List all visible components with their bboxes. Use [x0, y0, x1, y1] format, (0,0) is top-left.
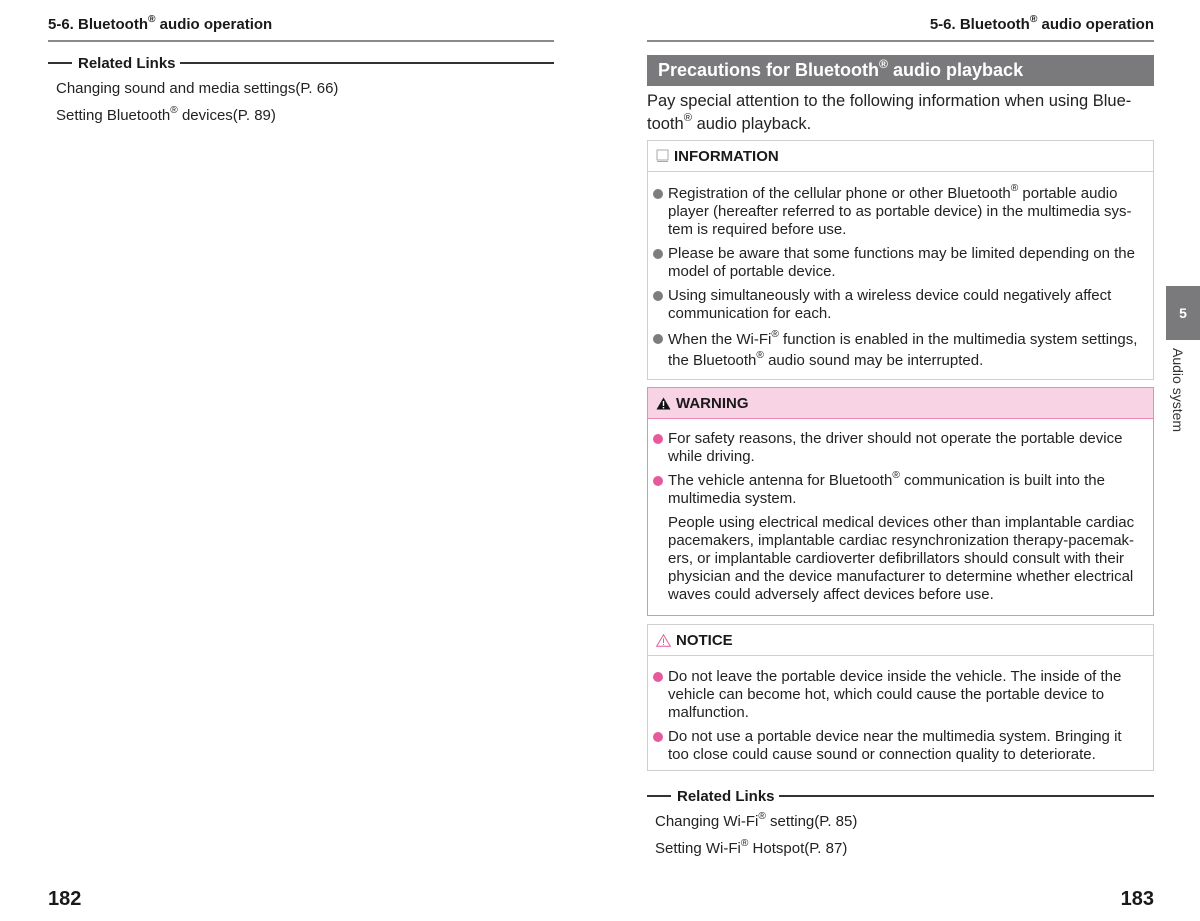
- warning-header: WARNING: [648, 388, 1153, 419]
- related-link[interactable]: Changing Wi-Fi® setting(P. 85): [655, 810, 858, 830]
- info-item: When the Wi-Fi® function is enabled in the multimedia system settings, the Bluetooth® audio sound may be interrupted.: [653, 329, 1141, 371]
- chapter-tab[interactable]: 5: [1166, 286, 1200, 340]
- related-link[interactable]: Setting Wi-Fi® Hotspot(P. 87): [655, 837, 848, 857]
- related-links: [647, 787, 1154, 862]
- warning-paragraph: People using electrical medical devices other than implantable cardiac pacemakers, implantable cardiac resynchronization therapy-pacemak-ers, or implantable cardioverter defibrillators should consult with their physician and the device manufacturer to determine whether electrical waves could adversely affect devices before use.: [668, 514, 1135, 603]
- information-box: [647, 140, 1154, 380]
- warning-triangle-outline-icon: [656, 634, 671, 647]
- notice-item: Do not leave the portable device inside the vehicle. The inside of the vehicle can become hot, which could cause the portable device to malfunction.: [653, 668, 1141, 722]
- page-number: 182: [48, 888, 82, 910]
- section-title: Precautions for Bluetooth® audio playback: [647, 55, 1154, 86]
- warning-item: For safety reasons, the driver should not operate the portable device while driving.: [653, 430, 1141, 466]
- intro-text: Pay special attention to the following information when using Blue-tooth® audio playback.: [647, 92, 1132, 133]
- notice-item: Do not use a portable device near the multimedia system. Bringing it too close could cause sound or connection quality to deteriorate.: [653, 728, 1141, 764]
- left-page: [48, 0, 554, 921]
- warning-box: [647, 387, 1154, 616]
- warning-triangle-filled-icon: [656, 397, 671, 410]
- related-links-title: Related Links: [647, 787, 1154, 805]
- running-head: 5-6. Bluetooth® audio operation: [48, 13, 273, 33]
- header-rule: [48, 40, 554, 42]
- information-header: INFORMATION: [648, 141, 1153, 172]
- book-icon: [656, 149, 669, 163]
- page-number: 183: [1120, 888, 1154, 910]
- right-page: [647, 0, 1154, 921]
- running-head: 5-6. Bluetooth® audio operation: [929, 13, 1154, 33]
- info-item: Please be aware that some functions may be limited depending on the model of portable device.: [653, 245, 1141, 281]
- related-link[interactable]: Setting Bluetooth® devices(P. 89): [56, 104, 276, 124]
- notice-box: [647, 624, 1154, 771]
- related-link[interactable]: Changing sound and media settings(P. 66): [56, 80, 339, 97]
- related-links-title: Related Links: [48, 54, 554, 72]
- info-item: Using simultaneously with a wireless device could negatively affect communication for each.: [653, 287, 1141, 323]
- related-links: [48, 54, 554, 129]
- notice-header: NOTICE: [648, 625, 1153, 656]
- chapter-label: Audio system: [1170, 348, 1186, 433]
- warning-item: The vehicle antenna for Bluetooth® communication is built into the multimedia system.: [653, 472, 1141, 508]
- info-item: Registration of the cellular phone or other Bluetooth® portable audio player (hereafter referred to as portable device) in the multimedia sys-tem is required before use.: [653, 185, 1141, 239]
- header-rule: [647, 40, 1154, 42]
